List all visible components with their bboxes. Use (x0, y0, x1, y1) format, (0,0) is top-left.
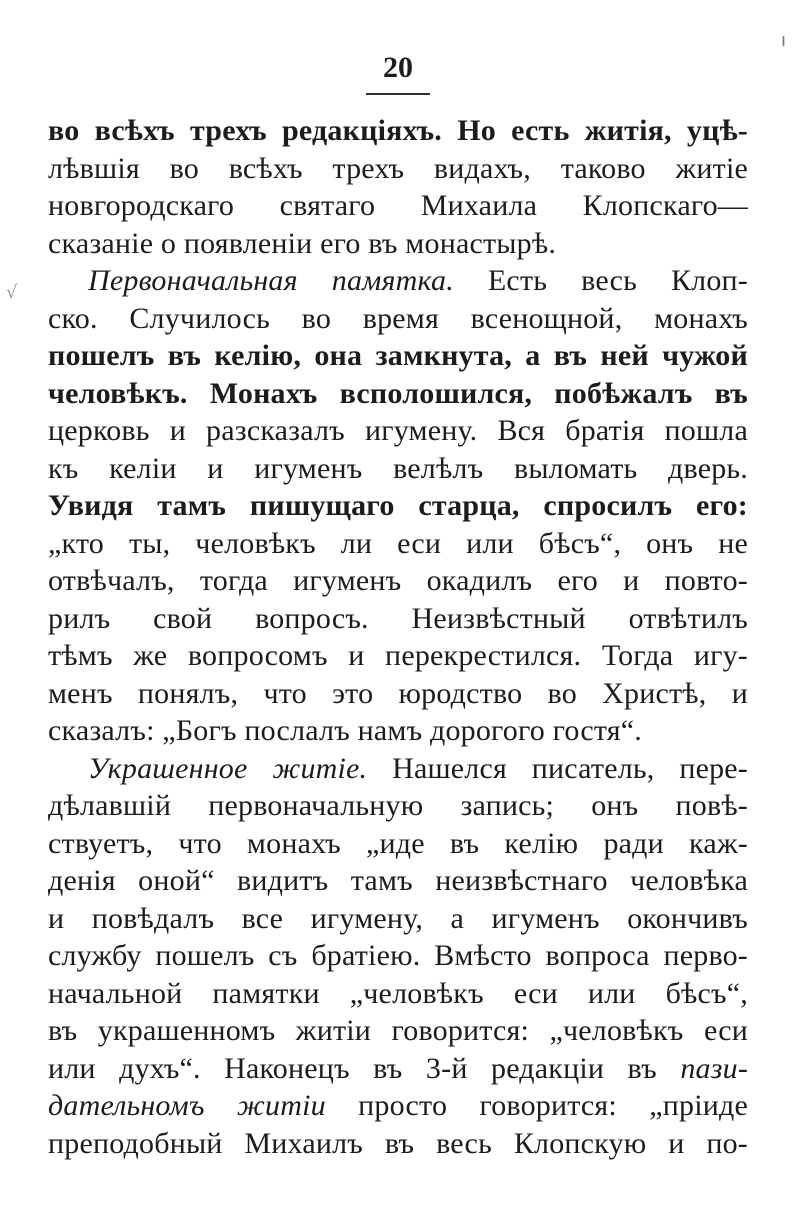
text-line: ско. Случилось во время всенощной, монахъ (48, 301, 748, 335)
text-line: рилъ свой вопросъ. Неизвѣстный отвѣтилъ (48, 601, 748, 635)
section-heading: дательномъ житіи (48, 1089, 326, 1122)
edge-mark: ı (781, 30, 787, 51)
section-heading: Украшенное житіе. (88, 751, 368, 785)
text-line (48, 1087, 748, 1125)
text-line: лѣвшія во всѣхъ трехъ видахъ, таково житіе (48, 151, 748, 185)
text-line: „кто ты, человѣкъ ли еси или бѣсъ“, онъ не (48, 526, 748, 560)
text-fragment: Нашелся писатель, пере- (392, 751, 749, 785)
paragraph-first-line (48, 750, 748, 788)
text-line: во всѣхъ трехъ редакціяхъ. Но есть житія, уцѣ- (48, 114, 748, 147)
page-number: 20 (383, 51, 413, 84)
section-heading: пази- (680, 1051, 749, 1085)
text-fragment: просто говорится: „пріиде (358, 1089, 748, 1122)
text-fragment: или духъ“. Наконецъ въ 3-й редакціи въ (48, 1051, 657, 1085)
text-line: тѣмъ же вопросомъ и перекрестился. Тогда игу- (48, 639, 748, 672)
section-heading: Первоначальная памятка. (88, 264, 454, 297)
paragraph-first-line (48, 262, 748, 300)
page-body (48, 112, 748, 1162)
text-fragment: Есть весь Клоп- (487, 264, 748, 297)
text-line: преподобный Михаилъ въ весь Клопскую и по- (48, 1126, 748, 1160)
text-line: Увидя тамъ пишущаго старца, спросилъ его: (48, 489, 748, 522)
text-line: и повѣдалъ все игумену, а игуменъ окончивъ (48, 901, 748, 935)
text-line: новгородскаго святаго Михаила Клопскаго— (48, 189, 748, 222)
text-line: человѣкъ. Монахъ всполошился, побѣжалъ въ (48, 376, 748, 410)
text-line: службу пошелъ съ братіею. Вмѣсто вопроса перво- (48, 939, 748, 972)
text-line: пошелъ въ келію, она замкнута, а въ ней чужой (48, 339, 748, 372)
page-number-rule (366, 93, 430, 95)
margin-mark: √ (6, 282, 18, 303)
text-line: менъ понялъ, что это юродство во Христѣ, и (48, 676, 748, 710)
text-line: въ украшенномъ житіи говорится: „человѣкъ еси (48, 1014, 748, 1047)
text-line: денія оной“ видитъ тамъ неизвѣстнаго человѣка (48, 864, 748, 897)
text-line: начальной памятки „человѣкъ еси или бѣсъ“, (48, 976, 748, 1010)
text-line: дѣлавшій первоначальную запись; онъ повѣ- (48, 789, 748, 822)
text-line (48, 1050, 748, 1088)
text-line: отвѣчалъ, тогда игуменъ окадилъ его и повто- (48, 564, 748, 597)
text-line: сказаніе о появленіи его въ монастырѣ. (48, 226, 557, 260)
text-line: церковь и разсказалъ игумену. Вся братія пошла (48, 414, 748, 447)
text-line: къ келіи и игуменъ велѣлъ выломать дверь. (48, 451, 748, 485)
text-line: сказалъ: „Богъ послалъ намъ дорогого гостя“. (48, 714, 643, 747)
text-line: ствуетъ, что монахъ „иде въ келію ради каж- (48, 826, 748, 860)
